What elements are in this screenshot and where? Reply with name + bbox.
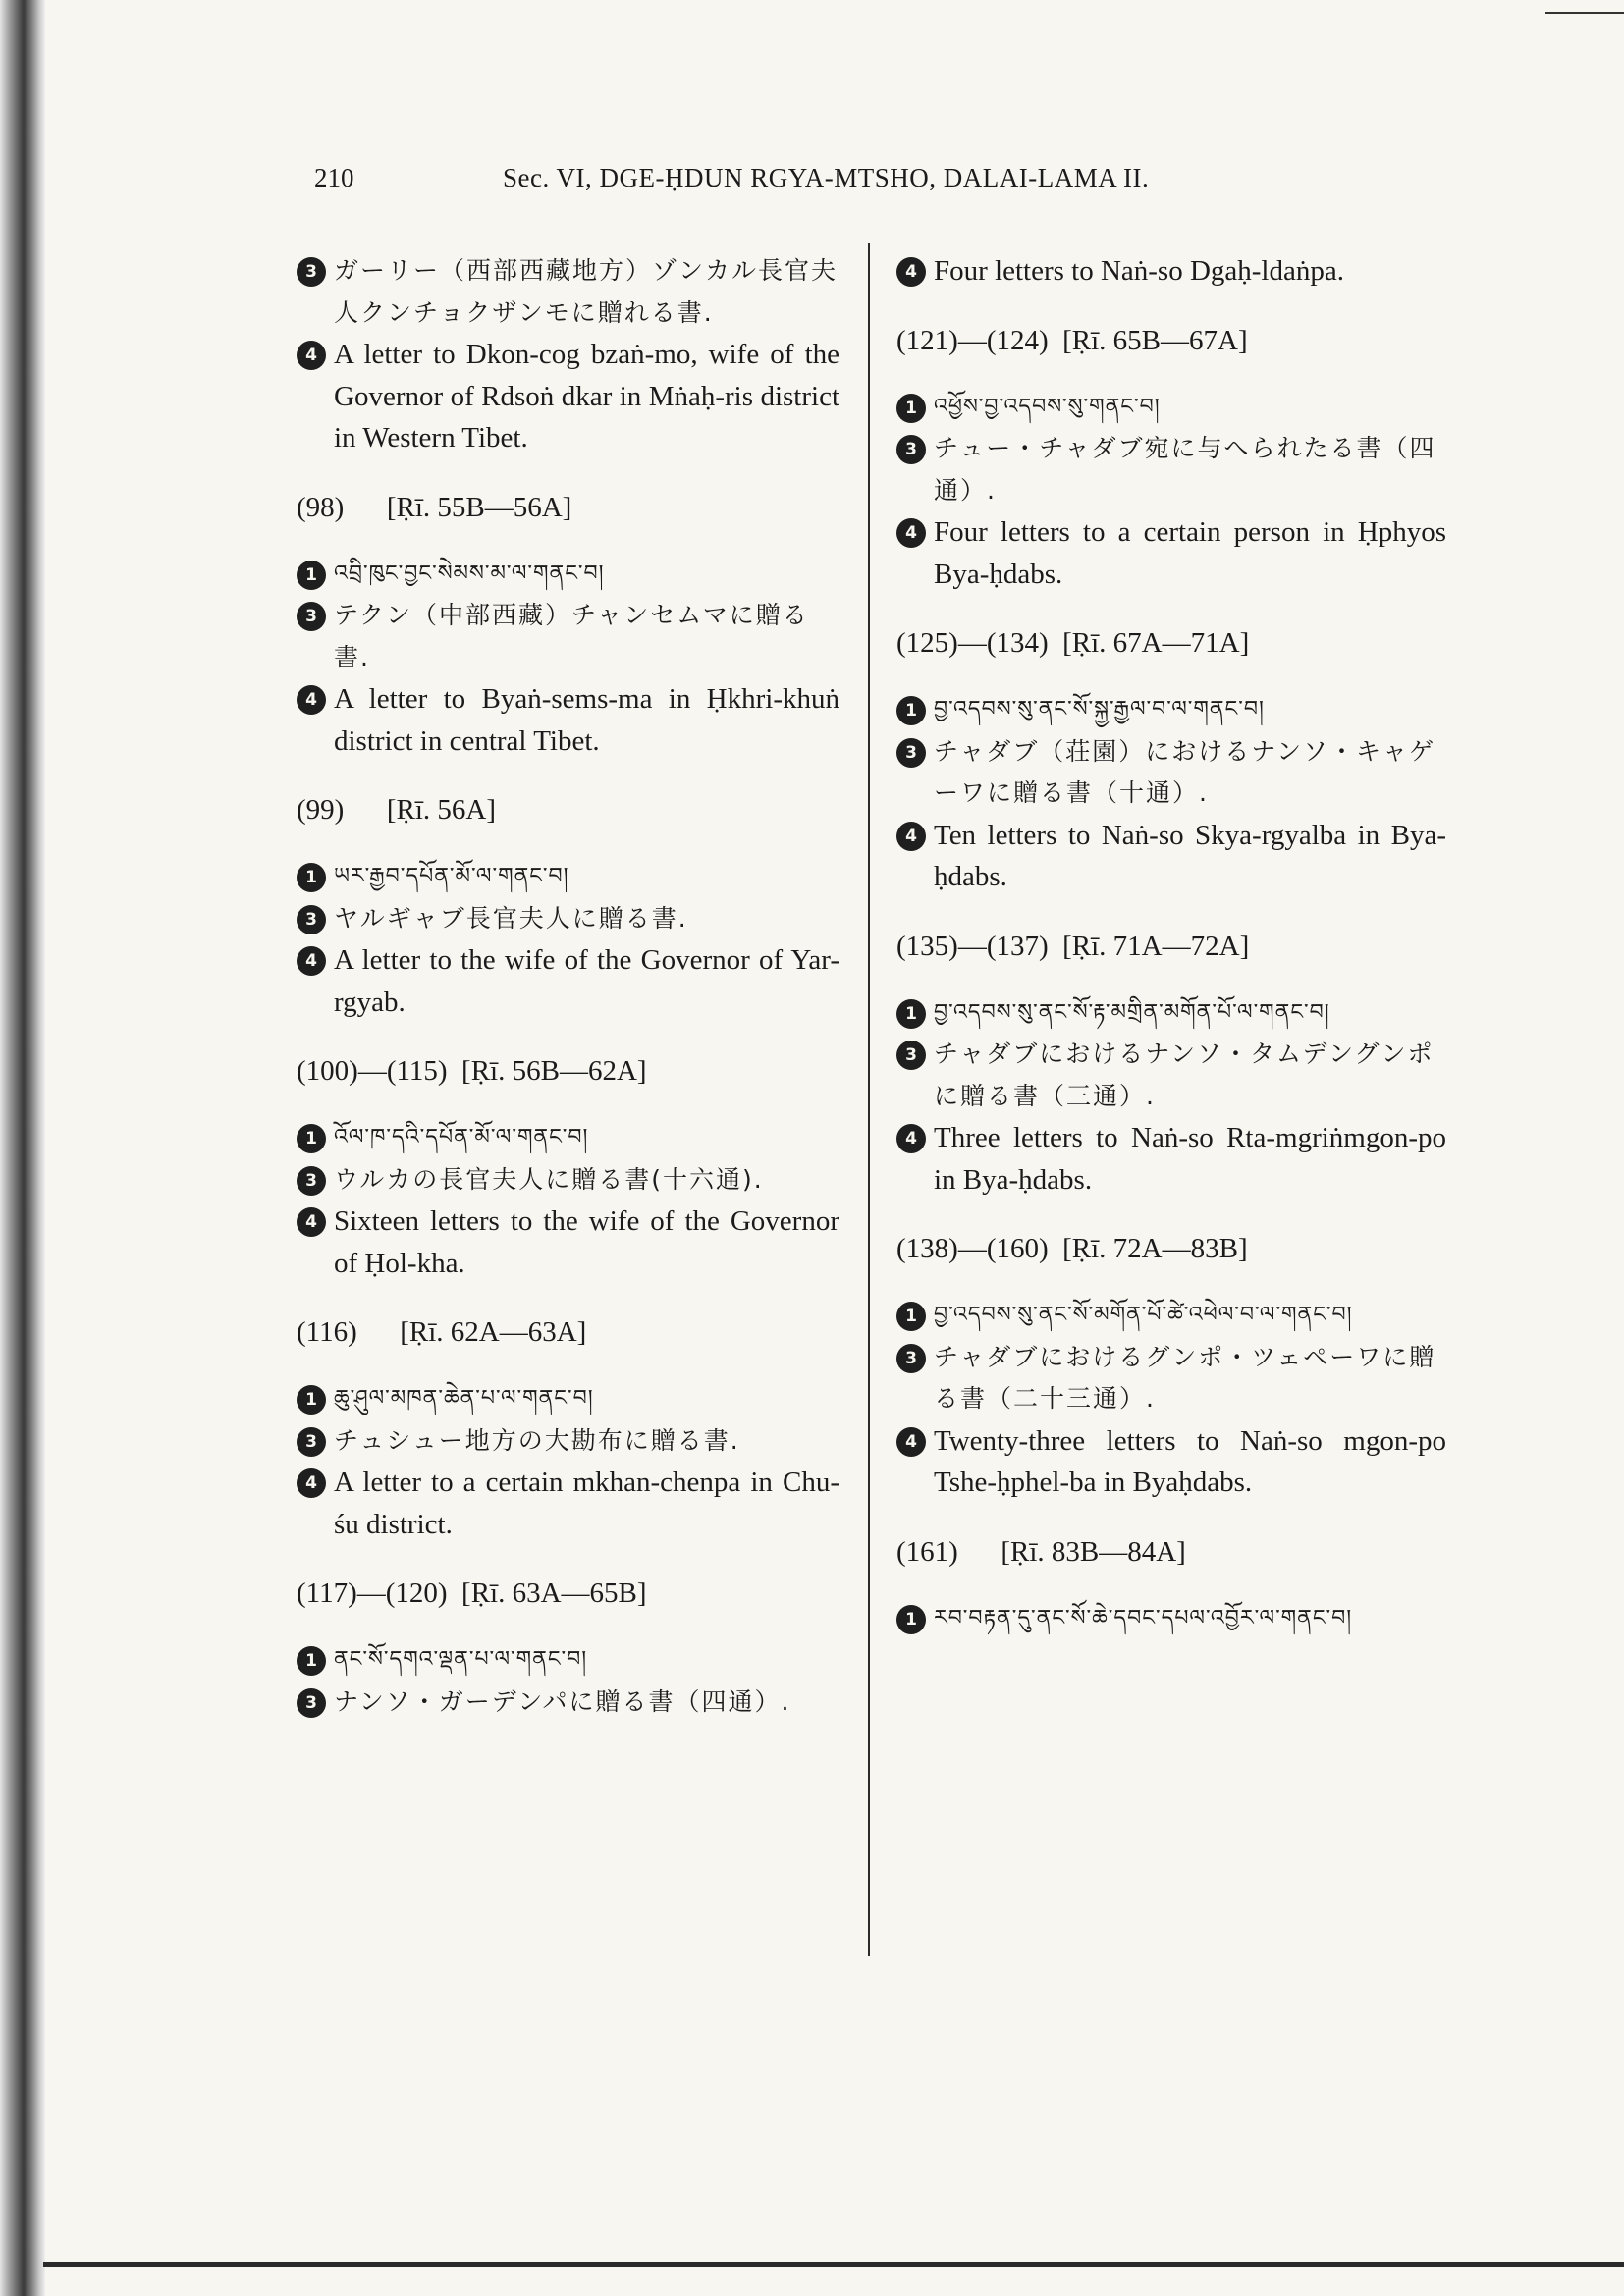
- letter-entry: [297, 789, 839, 1023]
- circled-number-marker: 4: [297, 341, 326, 370]
- circled-number-marker: 3: [297, 1427, 326, 1457]
- japanese-translation: ガーリー（西部西藏地方）ゾンカル長官夫人クンチョクザンモに贈れる書.: [334, 256, 839, 327]
- entry-line-en: [297, 939, 839, 1023]
- japanese-translation: ナンソ・ガーデンパに贈る書（四通）.: [334, 1686, 791, 1716]
- tibetan-title: འོལ་ཁ་དའི་དཔོན་མོ་ལ་གནང་བ།: [334, 1125, 589, 1149]
- circled-number-marker: 3: [297, 1688, 326, 1718]
- circled-number-marker: 1: [297, 1646, 326, 1676]
- tibetan-title: འབྲི་ཁུང་བྱང་སེམས་མ་ལ་གནང་བ།: [334, 561, 605, 586]
- circled-number-marker: 1: [297, 561, 326, 590]
- entry-line-en: [896, 815, 1446, 898]
- japanese-translation: チュシュー地方の大勘布に贈る書.: [334, 1425, 740, 1455]
- letter-entry: [297, 1050, 839, 1284]
- tibetan-title: བྱ་འདབས་སུ་ནང་སོ་རྟ་མགྲིན་མགོན་པོ་ལ་གནང་བ།: [934, 999, 1330, 1025]
- right-column: [896, 250, 1446, 1645]
- entry-line-en: [297, 334, 839, 459]
- entry-reference-header: (98) [Ṛī. 55B—56A]: [297, 491, 572, 523]
- entry-reference-header: (135)—(137) [Ṛī. 71A—72A]: [896, 930, 1250, 962]
- letter-entry: [297, 1573, 839, 1723]
- running-head: Sec. VI, DGE-ḤDUN RGYA-MTSHO, DALAI-LAMA II.: [503, 163, 1150, 192]
- circled-number-marker: 3: [896, 1041, 926, 1070]
- entry-line-tib: [297, 554, 839, 596]
- english-translation: A letter to a certain mkhan-chenpa in Chu-śu district.: [334, 1467, 839, 1540]
- english-translation: A letter to the wife of the Governor of Yar-rgyab.: [334, 944, 839, 1018]
- entry-reference-header: (138)—(160) [Ṛī. 72A—83B]: [896, 1233, 1248, 1264]
- tibetan-title: ནང་སོ་དགའ་ལྡན་པ་ལ་གནང་བ།: [334, 1647, 588, 1672]
- circled-number-marker: 3: [896, 738, 926, 768]
- japanese-translation: チャダブにおけるナンソ・タムデングンポに贈る書（三通）.: [934, 1040, 1435, 1110]
- circled-number-marker: 3: [896, 435, 926, 464]
- entry-line-jp: [896, 1034, 1446, 1117]
- circled-number-marker: 4: [297, 1468, 326, 1498]
- circled-number-marker: 4: [297, 1207, 326, 1237]
- japanese-translation: ウルカの長官夫人に贈る書(十六通).: [334, 1164, 764, 1194]
- letter-entry: [896, 250, 1446, 293]
- letter-entry: [896, 926, 1446, 1201]
- entry-reference-header: (121)—(124) [Ṛī. 65B—67A]: [896, 324, 1248, 356]
- circled-number-marker: 1: [896, 394, 926, 423]
- page-spine-edge: [0, 0, 45, 2296]
- entry-line-tib: [297, 1378, 839, 1420]
- entry-line-jp: [297, 898, 839, 940]
- letter-entry: [297, 487, 839, 763]
- english-translation: Twenty-three letters to Naṅ-so mgon-po Tshe-ḥphel-ba in Byaḥdabs.: [934, 1424, 1446, 1498]
- circled-number-marker: 4: [896, 1124, 926, 1153]
- entry-line-tib: [297, 856, 839, 898]
- entry-line-tib: [896, 387, 1446, 429]
- entry-reference-header: (100)—(115) [Ṛī. 56B—62A]: [297, 1055, 647, 1087]
- english-translation: Three letters to Naṅ-so Rta-mgriṅmgon-po in Bya-ḥdabs.: [934, 1122, 1446, 1196]
- entry-reference-header: (125)—(134) [Ṛī. 67A—71A]: [896, 627, 1250, 659]
- japanese-translation: チュー・チャダブ宛に与へられたる書（四通）.: [934, 434, 1436, 505]
- circled-number-marker: 3: [896, 1344, 926, 1373]
- entry-reference-header: (99) [Ṛī. 56A]: [297, 794, 496, 826]
- entry-reference-header: (161) [Ṛī. 83B—84A]: [896, 1535, 1186, 1568]
- entry-line-jp: [896, 428, 1446, 511]
- entry-line-en: [297, 678, 839, 762]
- circled-number-marker: 1: [896, 1302, 926, 1331]
- entry-line-jp: [297, 250, 839, 334]
- letter-entry: [896, 1531, 1446, 1640]
- entry-line-tib: [896, 1598, 1446, 1640]
- japanese-translation: チャダブ（荘園）におけるナンソ・キャゲーワに贈る書（十通）.: [934, 736, 1436, 807]
- entry-line-en: [896, 250, 1446, 293]
- english-translation: Four letters to Naṅ-so Dgaḥ-ldaṅpa.: [934, 255, 1344, 287]
- circled-number-marker: 4: [896, 518, 926, 548]
- english-translation: Ten letters to Naṅ-so Skya-rgyalba in Bya-ḥdabs.: [934, 819, 1446, 892]
- tibetan-title: བྱ་འདབས་སུ་ནང་སོ་མགོན་པོ་ཚེ་འཕེལ་བ་ལ་གནང་བ།: [934, 1303, 1353, 1327]
- left-column: [297, 250, 839, 1729]
- circled-number-marker: 1: [896, 1605, 926, 1634]
- circled-number-marker: 4: [896, 1427, 926, 1457]
- circled-number-marker: 1: [896, 999, 926, 1029]
- entry-line-en: [297, 1201, 839, 1284]
- entry-line-en: [896, 1420, 1446, 1504]
- entry-line-tib: [297, 1639, 839, 1682]
- page-number: 210: [314, 163, 354, 192]
- circled-number-marker: 4: [896, 822, 926, 851]
- circled-number-marker: 1: [896, 696, 926, 725]
- top-edge-rule: [1545, 12, 1624, 14]
- column-divider: [868, 243, 870, 1956]
- japanese-translation: ヤルギャブ長官夫人に贈る書.: [334, 903, 688, 933]
- circled-number-marker: 3: [297, 602, 326, 631]
- letter-entry: [896, 1228, 1446, 1504]
- entry-line-tib: [297, 1117, 839, 1159]
- entry-line-jp: [896, 731, 1446, 815]
- english-translation: Four letters to a certain person in Ḥphyos Bya-ḥdabs.: [934, 516, 1446, 590]
- circled-number-marker: 4: [297, 685, 326, 715]
- entry-line-jp: [297, 595, 839, 678]
- circled-number-marker: 3: [297, 905, 326, 934]
- entry-reference-header: (117)—(120) [Ṛī. 63A—65B]: [297, 1577, 647, 1609]
- entry-line-jp: [297, 1682, 839, 1724]
- english-translation: Sixteen letters to the wife of the Governor of Ḥol-kha.: [334, 1205, 839, 1279]
- japanese-translation: チャダブにおけるグンポ・ツェペーワに贈る書（二十三通）.: [934, 1342, 1436, 1413]
- entry-line-tib: [896, 992, 1446, 1035]
- tibetan-title: ཡར་རྒྱབ་དཔོན་མོ་ལ་གནང་བ།: [334, 864, 569, 888]
- entry-line-jp: [896, 1337, 1446, 1420]
- circled-number-marker: 1: [297, 863, 326, 892]
- english-translation: A letter to Dkon-cog bzaṅ-mo, wife of the Governor of Rdsoṅ dkar in Mṅaḥ-ris district in Western Tibet.: [334, 339, 839, 454]
- scan-bottom-edge: [43, 2262, 1624, 2267]
- letter-entry: [896, 622, 1446, 898]
- entry-line-jp: [297, 1420, 839, 1463]
- circled-number-marker: 4: [896, 257, 926, 287]
- circled-number-marker: 1: [297, 1385, 326, 1415]
- tibetan-title: འཕྱོས་བྱ་འདབས་སུ་གནང་བ།: [934, 394, 1161, 419]
- entry-line-en: [896, 1117, 1446, 1201]
- tibetan-title: ཆུ་ཤུལ་མཁན་ཆེན་པ་ལ་གནང་བ།: [334, 1386, 594, 1411]
- entry-line-tib: [896, 1295, 1446, 1337]
- entry-line-en: [297, 1462, 839, 1545]
- tibetan-title: རབ་བརྟན་དུ་ནང་སོ་ཆེ་དབང་དཔལ་འབྱོར་ལ་གནང་བ།: [934, 1605, 1353, 1630]
- entry-line-jp: [297, 1159, 839, 1201]
- english-translation: A letter to Byaṅ-sems-ma in Ḥkhri-khuṅ district in central Tibet.: [334, 683, 839, 757]
- entry-reference-header: (116) [Ṛī. 62A—63A]: [297, 1316, 587, 1348]
- letter-entry: [297, 1311, 839, 1545]
- circled-number-marker: 1: [297, 1124, 326, 1153]
- circled-number-marker: 3: [297, 1166, 326, 1196]
- entry-line-en: [896, 511, 1446, 595]
- circled-number-marker: 3: [297, 257, 326, 287]
- letter-entry: [297, 250, 839, 459]
- entry-line-tib: [896, 689, 1446, 731]
- circled-number-marker: 4: [297, 946, 326, 976]
- letter-entry: [896, 320, 1446, 596]
- tibetan-title: བྱ་འདབས་སུ་ནང་སོ་སྐྱ་རྒྱལ་བ་ལ་གནང་བ།: [934, 697, 1265, 721]
- japanese-translation: テクン（中部西藏）チャンセムマに贈る書.: [334, 601, 809, 671]
